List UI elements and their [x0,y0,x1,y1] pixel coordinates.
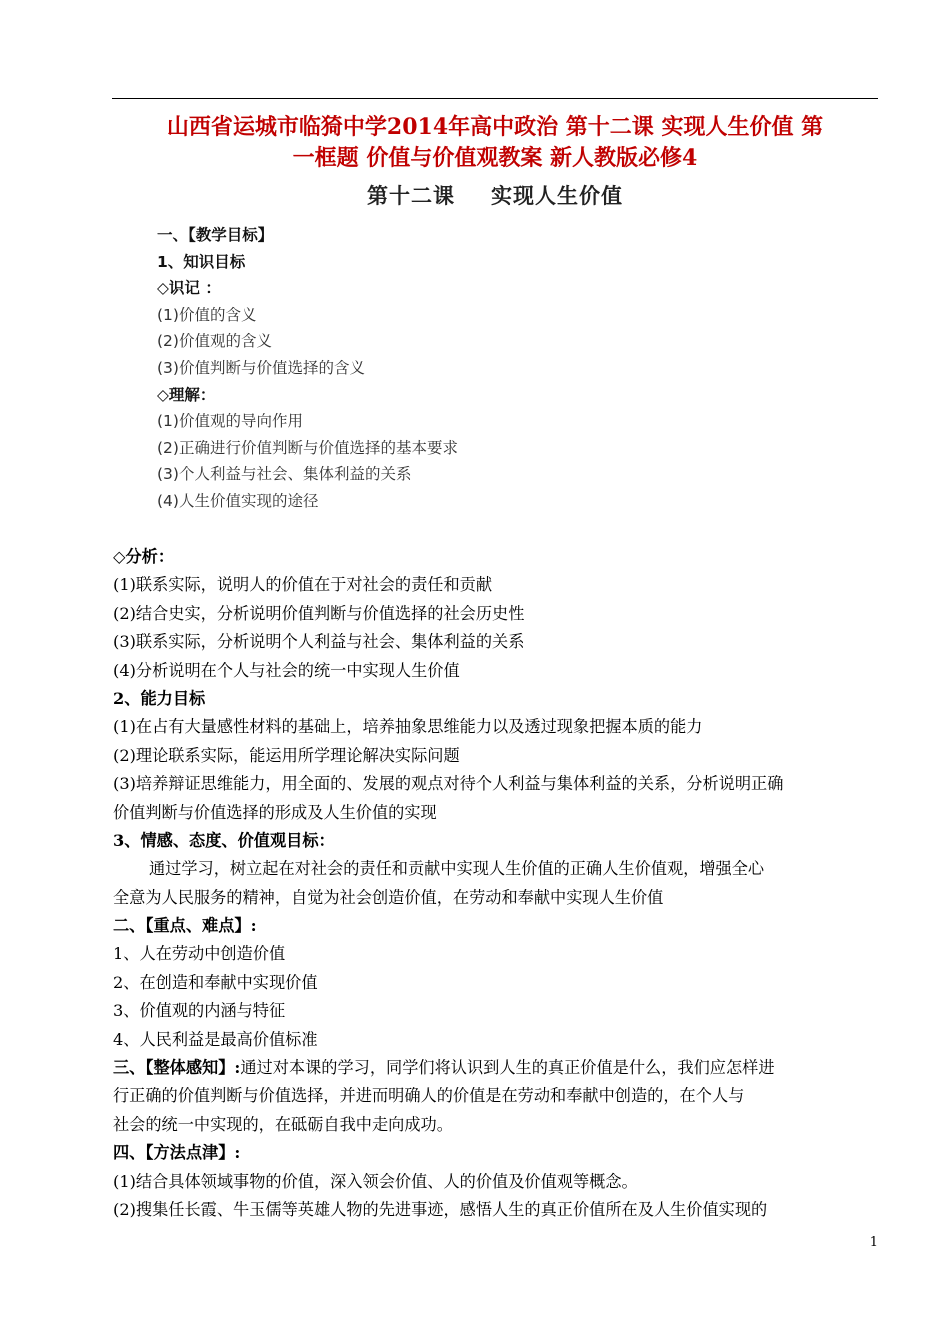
list-item: 2、在创造和奉献中实现价值 [113,972,318,992]
list-item: (2)正确进行价值判断与价值选择的基本要求 [157,438,458,457]
list-item: 价值判断与价值选择的形成及人生价值的实现 [113,802,437,822]
analysis-label: ◇分析： [113,547,175,566]
recall-label: ◇识记 ： [157,279,221,298]
list-item: (2)理论联系实际，能运用所学理论解决实际问题 [113,745,460,765]
list-item: (1)联系实际，说明人的价值在于对社会的责任和贡献 [113,575,493,595]
emotion-heading: 3、情感、态度、价值观目标： [113,830,335,850]
key-points-heading: 二、【重点、难点】: [113,916,257,936]
list-item: (3)价值判断与价值选择的含义 [157,358,365,377]
paragraph-line: 社会的统一中实现的，在砥砺自我中走向成功。 [113,1114,453,1134]
page-number: 1 [869,1235,878,1250]
paragraph-line: 全意为人民服务的精神，自觉为社会创造价值，在劳动和奉献中实现人生价值 [113,887,664,907]
list-item: 4、人民利益是最高价值标准 [113,1029,318,1049]
overall-paragraph-line [113,1054,879,1082]
scanned-objectives-section [157,222,637,515]
list-item: (1)价值观的导向作用 [157,412,303,431]
list-item: (2)搜集任长霞、牛玉儒等英雄人物的先进事迹，感悟人生的真正价值所在及人生价值实现的 [113,1199,768,1219]
list-item: (4)分析说明在个人与社会的统一中实现人生价值 [113,660,460,680]
list-item: (1)结合具体领域事物的价值，深入领会价值、人的价值及价值观等概念。 [113,1171,638,1191]
lesson-name: 实现人生价值 [491,184,623,208]
document-title-line2: 一框题 价值与价值观教案 新人教版必修4 [292,145,698,171]
understand-label: ◇理解： [157,385,216,404]
list-item: (1)价值的含义 [157,305,257,324]
document-title-line1: 山西省运城市临猗中学2014年高中政治 第十二课 实现人生价值 第 [166,114,824,140]
list-item: 1、人在劳动中创造价值 [113,944,286,964]
list-item: (3)培养辩证思维能力，用全面的、发展的观点对待个人利益与集体利益的关系，分析说明正确 [113,774,784,794]
section-heading: 一、【教学目标】 [157,226,274,244]
document-title [112,112,878,174]
list-item: (2)结合史实，分析说明价值判断与价值选择的社会历史性 [113,603,525,623]
knowledge-goal-heading: 1、知识目标 [157,252,246,271]
list-item: (1)在占有大量感性材料的基础上，培养抽象思维能力以及透过现象把握本质的能力 [113,717,703,737]
list-item: (3)个人利益与社会、集体利益的关系 [157,465,412,484]
overall-heading: 三、【整体感知】: [113,1058,241,1078]
overall-text: 通过对本课的学习，同学们将认识到人生的真正价值是什么，我们应怎样进 [240,1058,775,1078]
paragraph-line: 通过学习，树立起在对社会的责任和贡献中实现人生价值的正确人生价值观，增强全心 [149,859,765,879]
method-heading: 四、【方法点津】: [113,1143,241,1163]
lesson-number: 第十二课 [367,184,455,208]
document-body [113,543,879,1224]
list-item: (2)价值观的含义 [157,332,272,351]
ability-heading: 2、能力目标 [113,688,206,708]
list-item: (4)人生价值实现的途径 [157,491,319,510]
list-item: (3)联系实际，分析说明个人利益与社会、集体利益的关系 [113,632,525,652]
header-rule [112,98,878,99]
paragraph-line: 行正确的价值判断与价值选择，并进而明确人的价值是在劳动和奉献中创造的，在个人与 [113,1086,745,1106]
lesson-title [112,180,878,210]
list-item: 3、价值观的内涵与特征 [113,1001,286,1021]
